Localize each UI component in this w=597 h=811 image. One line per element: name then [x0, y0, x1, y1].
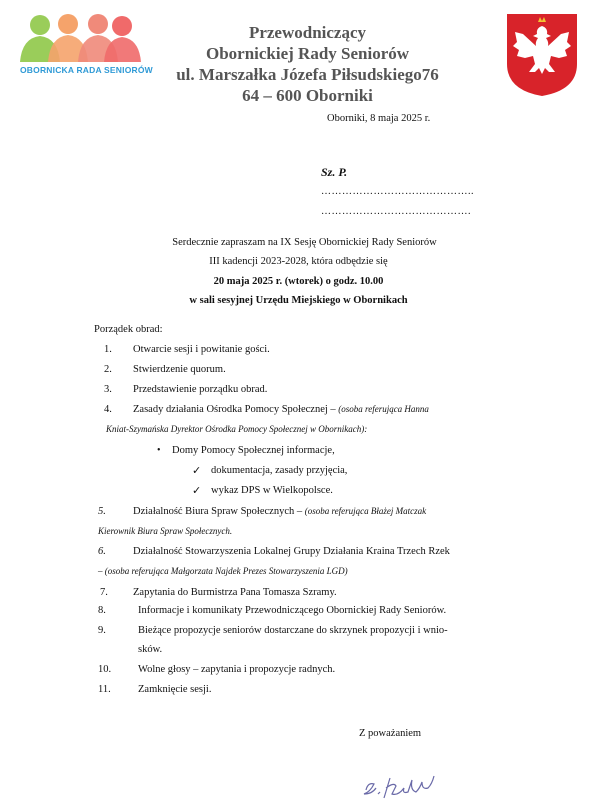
signature-icon [360, 764, 450, 804]
sub-bullet: Domy Pomocy Społecznej informacje, [172, 445, 335, 456]
agenda-number: 7. [100, 587, 108, 598]
logo-text: OBORNICKA RADA SENIORÓW [20, 65, 153, 75]
invitation-line-1: Serdecznie zapraszam na IX Sesję Obornickiej Rady Seniorów [172, 237, 437, 248]
agenda-item-note: – (osoba referująca Małgorzata Najdek Prezes Stowarzyszenia LGD) [98, 566, 348, 576]
agenda-item-note: (osoba referująca Błażej Matczak [304, 506, 427, 516]
agenda-item: Zamknięcie sesji. [138, 684, 212, 695]
agenda-item [133, 506, 426, 517]
agenda-item-text: Zasady działania Ośrodka Pomocy Społecznej – [133, 404, 336, 415]
agenda-number: 6. [98, 546, 106, 557]
recipient-line-2: ……………………………………. [321, 206, 471, 217]
agenda-item [133, 404, 429, 415]
closing: Z poważaniem [359, 728, 422, 739]
signature [360, 764, 450, 804]
checkmark-icon: ✓ [192, 485, 202, 497]
agenda-number: 9. [98, 625, 106, 636]
salutation: Sz. P. [321, 165, 348, 179]
agenda-item: Zapytania do Burmistrza Pana Tomasza Szramy. [133, 587, 337, 598]
agenda-item: Informacje i komunikaty Przewodniczącego Obornickiej Rady Seniorów. [138, 605, 447, 616]
agenda-item: Otwarcie sesji i powitanie gości. [133, 344, 270, 355]
agenda-item-note-cont: Kierownik Biura Spraw Społecznych. [98, 526, 233, 536]
agenda-number: 11. [98, 684, 111, 695]
agenda-number: 2. [104, 364, 112, 375]
invitation-date: 20 maja 2025 r. (wtorek) o godz. 10.00 [213, 276, 384, 287]
agenda-item: Przedstawienie porządku obrad. [133, 384, 268, 395]
sub-check: dokumentacja, zasady przyjęcia, [211, 465, 348, 476]
agenda-number: 3. [104, 384, 112, 395]
checkmark-icon: ✓ [192, 465, 202, 477]
agenda-item-text: Działalność Biura Spraw Społecznych – [133, 506, 303, 517]
agenda-number: 5. [98, 506, 106, 517]
header-line-3: ul. Marszałka Józefa Piłsudskiego76 [176, 65, 439, 84]
agenda-number: 1. [104, 344, 112, 355]
header-line-4: 64 – 600 Oborniki [242, 86, 373, 105]
agenda-item-note-cont: Kniat-Szymańska Dyrektor Ośrodka Pomocy Społecznej w Obornikach): [106, 424, 368, 434]
date-line: Oborniki, 8 maja 2025 r. [327, 113, 431, 124]
header-line-2: Obornickiej Rady Seniorów [205, 44, 410, 63]
sub-check: wykaz DPS w Wielkopolsce. [211, 485, 333, 496]
agenda-number: 8. [98, 605, 106, 616]
invitation-line-2: III kadencji 2023-2028, która odbędzie się [209, 256, 388, 267]
agenda-item-note: (osoba referująca Hanna [338, 404, 429, 414]
agenda-item: Bieżące propozycje seniorów dostarczane do skrzynek propozycji i wnio- [138, 625, 448, 636]
agenda-number: 4. [104, 404, 112, 415]
agenda-item: Stwierdzenie quorum. [133, 364, 226, 375]
org-logo [18, 12, 153, 78]
agenda-item: Wolne głosy – zapytania i propozycje radnych. [138, 664, 336, 675]
agenda-item: Działalność Stowarzyszenia Lokalnej Grupy Działania Kraina Trzech Rzek [133, 546, 450, 557]
invitation-place: w sali sesyjnej Urzędu Miejskiego w Obornikach [189, 295, 408, 306]
bullet-icon: • [157, 445, 161, 456]
header-line-1: Przewodniczący [248, 23, 367, 42]
coat-of-arms [505, 12, 579, 98]
agenda-item-cont: sków. [138, 644, 163, 655]
people-logo-icon [18, 12, 143, 64]
recipient-line-1: …………………………………….. [321, 186, 474, 197]
white-eagle-coat-of-arms-icon [505, 12, 579, 98]
agenda-title: Porządek obrad: [94, 324, 163, 335]
agenda-number: 10. [98, 664, 112, 675]
